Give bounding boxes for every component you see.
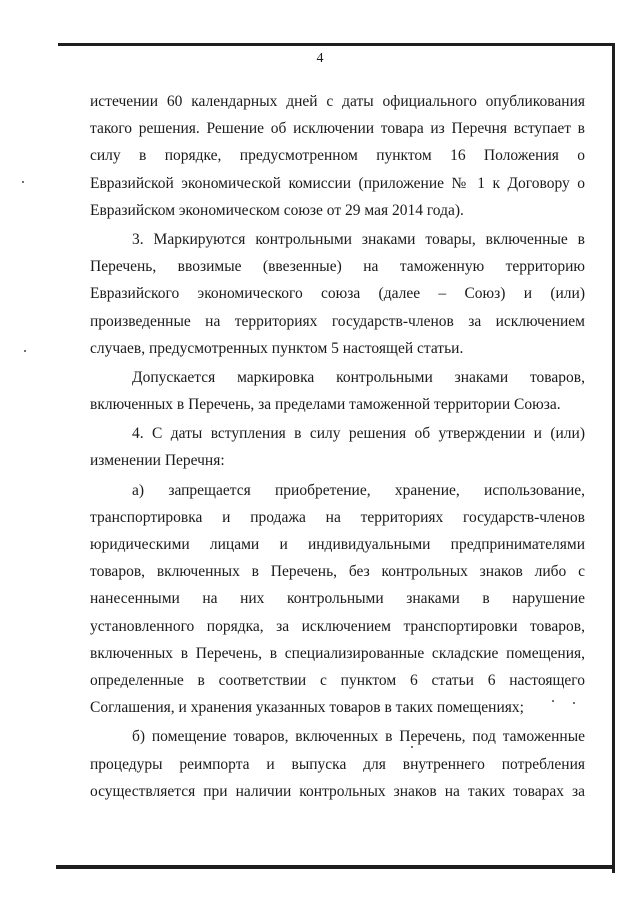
page-number: 4 <box>316 51 324 66</box>
text-line: б) помещение товаров, включенных в Перечень, под таможенные <box>132 728 585 746</box>
text-line: 4. С даты вступления в силу решения об утверждении и (или) <box>132 425 585 443</box>
text-line: включенных в Перечень, за пределами таможенной территории Союза. <box>90 396 561 414</box>
scan-speck <box>573 702 575 704</box>
text-line: установленного порядка, за исключением транспортировки товаров, <box>90 617 585 635</box>
text-line: Евразийской экономической комиссии (приложение № 1 к Договору о <box>90 174 585 192</box>
text-line: случаев, предусмотренных пунктом 5 настоящей статьи. <box>90 339 464 357</box>
text-line: Перечень, ввозимые (ввезенные) на таможенную территорию <box>90 258 585 276</box>
text-line: процедуры реимпорта и выпуска для внутреннего потребления <box>90 755 585 773</box>
text-line: силу в порядке, предусмотренном пунктом 16 Положения о <box>90 147 585 165</box>
scan-speck <box>24 350 26 352</box>
page-frame-right <box>612 43 615 873</box>
document-body <box>90 88 585 805</box>
text-line: произведенные на территориях государств-членов за исключением <box>90 312 585 330</box>
text-line: истечении 60 календарных дней с даты официального опубликования <box>90 93 585 110</box>
text-line: включенных в Перечень, в специализированные складские помещения, <box>90 644 585 662</box>
scan-speck <box>411 746 413 748</box>
text-line: Евразийском экономическом союзе от 29 мая 2014 года). <box>90 201 464 219</box>
text-line: Допускается маркировка контрольными знаками товаров, <box>132 368 585 386</box>
page-frame-top <box>58 43 614 46</box>
text-line: такого решения. Решение об исключении товара из Перечня вступает в <box>90 120 585 138</box>
text-line: а) запрещается приобретение, хранение, использование, <box>132 481 585 499</box>
text-line: Соглашения, и хранения указанных товаров в таких помещениях; <box>90 699 524 717</box>
page-frame-bottom <box>56 865 615 869</box>
text-line: нанесенными на них контрольными знаками в нарушение <box>90 590 585 608</box>
text-line: изменении Перечня: <box>90 452 225 470</box>
text-line: осуществляется при наличии контрольных знаков на таких товарах за <box>90 782 585 800</box>
text-line: товаров, включенных в Перечень, без контрольных знаков либо с <box>90 563 585 581</box>
text-line: юридическими лицами и индивидуальными предпринимателями <box>90 536 585 553</box>
scan-speck <box>552 700 554 702</box>
text-line: определенные в соответствии с пунктом 6 статьи 6 настоящего <box>90 671 585 689</box>
text-line: Евразийского экономического союза (далее – Союз) и (или) <box>90 285 585 303</box>
text-line: транспортировка и продажа на территориях государств-членов <box>90 508 585 526</box>
scan-speck <box>22 181 24 183</box>
text-line: 3. Маркируются контрольными знаками товары, включенные в <box>132 230 585 248</box>
